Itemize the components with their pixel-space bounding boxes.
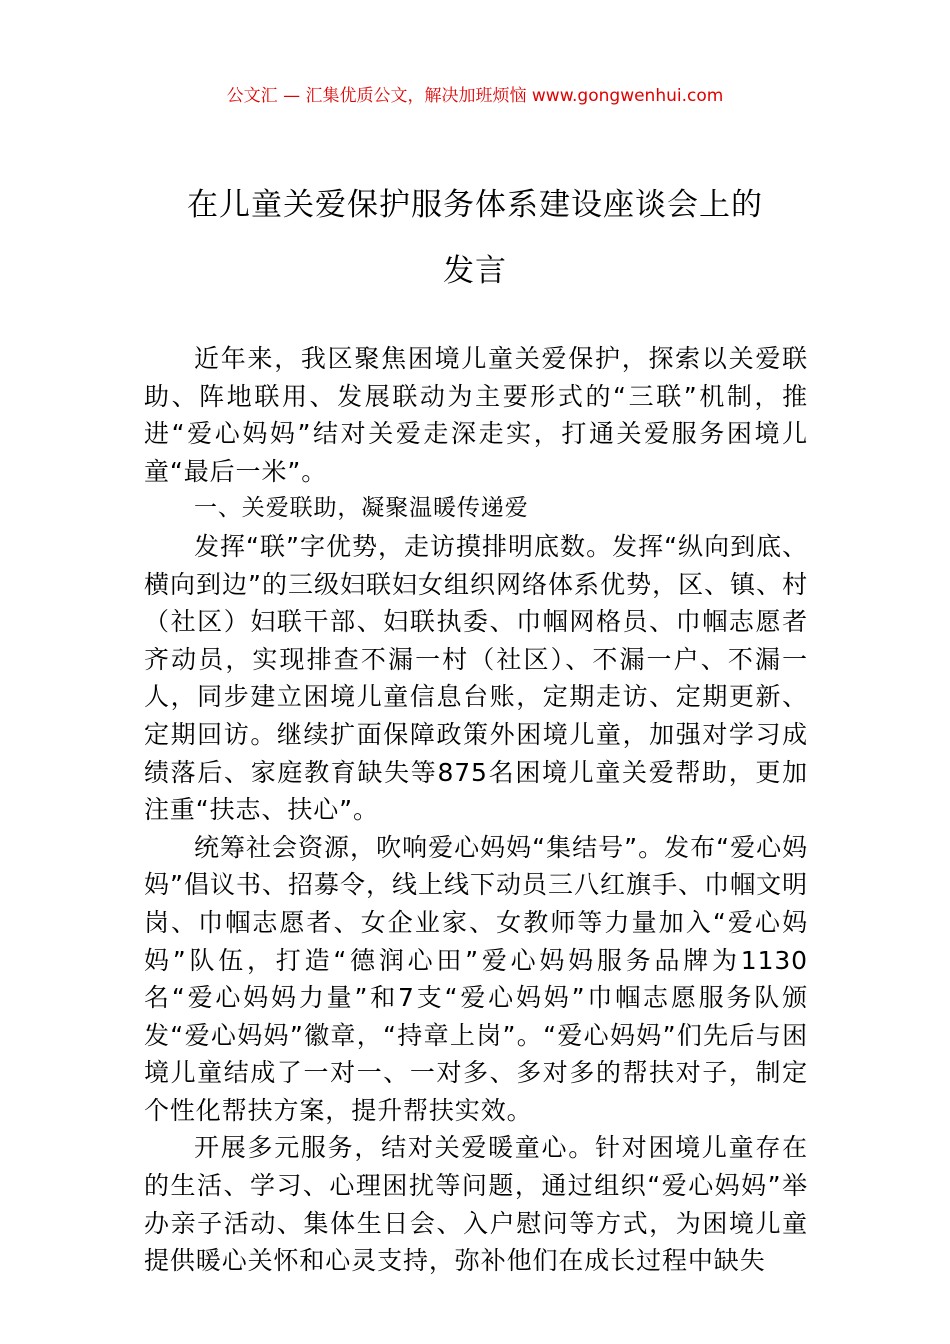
paragraph-intro: 近年来，我区聚焦困境儿童关爱保护，探索以关爱联助、阵地联用、发展联动为主要形式的“三联”机制，推进“爱心妈妈”结对关爱走深走实，打通关爱服务困境儿童“最后一米”。 bbox=[144, 344, 808, 486]
header-banner[interactable]: 公文汇 — 汇集优质公文，解决加班烦恼 www.gongwenhui.com bbox=[226, 86, 724, 106]
title-line-1: 在儿童关爱保护服务体系建设座谈会上的 bbox=[187, 187, 763, 223]
section-heading-1: 一、关爱联助，凝聚温暖传递爱 bbox=[194, 495, 529, 522]
document-title bbox=[120, 172, 830, 304]
paragraph-services: 开展多元服务，结对关爱暖童心。针对困境儿童存在的生活、学习、心理困扰等问题，通过组织“爱心妈妈”举办亲子活动、集体生日会、入户慰问等方式，为困境儿童提供暖心关怀和心灵支持，弥补他们在成长过程中缺失 bbox=[144, 1133, 808, 1276]
paragraph-resources: 统筹社会资源，吹响爱心妈妈“集结号”。发布“爱心妈妈”倡议书、招募令，线上线下动员三八红旗手、巾帼文明岗、巾帼志愿者、女企业家、女教师等力量加入“爱心妈妈”队伍，打造“德润心田”爱心妈妈服务品牌为1130名“爱心妈妈力量”和7支“爱心妈妈”巾帼志愿服务队颁发“爱心妈妈”徽章，“持章上岗”。“爱心妈妈”们先后与困境儿童结成了一对一、一对多、多对多的帮扶对子，制定个性化帮扶方案，提升帮扶实效。 bbox=[144, 832, 808, 1125]
paragraph-survey: 发挥“联”字优势，走访摸排明底数。发挥“纵向到底、横向到边”的三级妇联妇女组织网络体系优势，区、镇、村（社区）妇联干部、妇联执委、巾帼网格员、巾帼志愿者齐动员，实现排查不漏一村（社区）、不漏一户、不漏一人，同步建立困境儿童信息台账，定期走访、定期更新、定期回访。继续扩面保障政策外困境儿童，加强对学习成绩落后、家庭教育缺失等875名困境儿童关爱帮助，更加注重“扶志、扶心”。 bbox=[144, 531, 808, 825]
title-line-2: 发言 bbox=[443, 253, 507, 289]
document-body bbox=[144, 340, 808, 1280]
